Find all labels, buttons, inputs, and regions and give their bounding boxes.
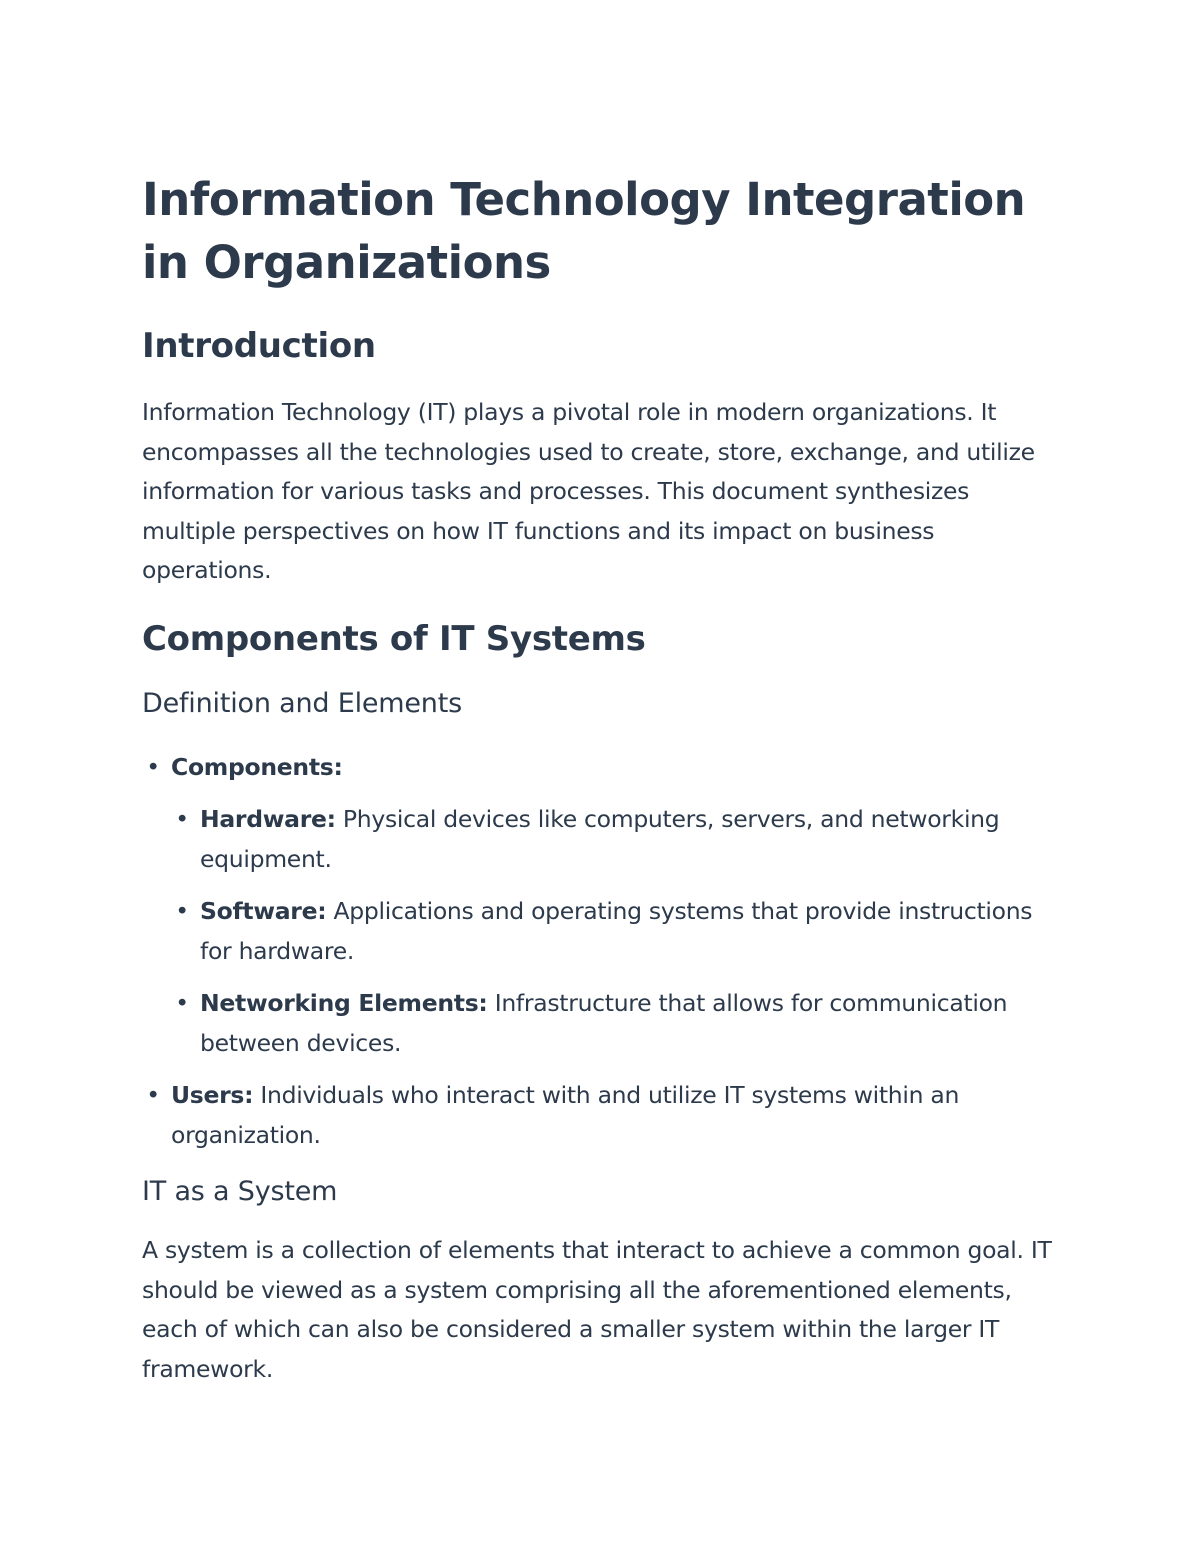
heading-definition-elements: Definition and Elements (142, 687, 462, 719)
heading-components: Components of IT Systems (142, 618, 646, 659)
hardware-text: Physical devices like computers, servers, and networking equipment. (200, 805, 1000, 873)
networking-text: Infrastructure that allows for communication between devices. (200, 989, 1008, 1057)
list-item-users (146, 1076, 1062, 1155)
software-label: Software: (200, 897, 327, 925)
bullet-icon: • (146, 752, 160, 781)
document-title: Information Technology Integration in Organizations (142, 173, 1026, 289)
networking-label: Networking Elements: (200, 989, 488, 1017)
system-paragraph: A system is a collection of elements that interact to achieve a common goal. IT should be viewed as a system comprising all the aforementioned elements, each of which can also be considered a smaller system within the larger IT framework. (142, 1236, 1052, 1383)
introduction-paragraph: Information Technology (IT) plays a pivotal role in modern organizations. It encompasses all the technologies used to create, store, exchange, and utilize information for various tasks and processes. This document synthesizes multiple perspectives on how IT functions and its impact on business operations. (142, 398, 1035, 584)
list-item-networking (175, 984, 1062, 1063)
bullet-icon: • (175, 805, 189, 833)
heading-it-as-system: IT as a System (142, 1176, 338, 1207)
components-list (142, 748, 1062, 1156)
bullet-icon: • (175, 989, 189, 1017)
components-label: Components: (171, 752, 343, 781)
bullet-icon: • (146, 1081, 160, 1109)
users-text: Individuals who interact with and utilize IT systems within an organization. (171, 1081, 960, 1149)
components-sublist (171, 800, 1062, 1063)
hardware-label: Hardware: (200, 805, 336, 833)
list-item-components (146, 748, 1062, 1064)
software-text: Applications and operating systems that provide instructions for hardware. (200, 897, 1033, 965)
document-page (142, 168, 1062, 1389)
list-item-hardware (175, 800, 1062, 879)
heading-introduction: Introduction (142, 326, 376, 366)
users-label: Users: (171, 1081, 254, 1109)
bullet-icon: • (175, 897, 189, 925)
list-item-software (175, 892, 1062, 971)
